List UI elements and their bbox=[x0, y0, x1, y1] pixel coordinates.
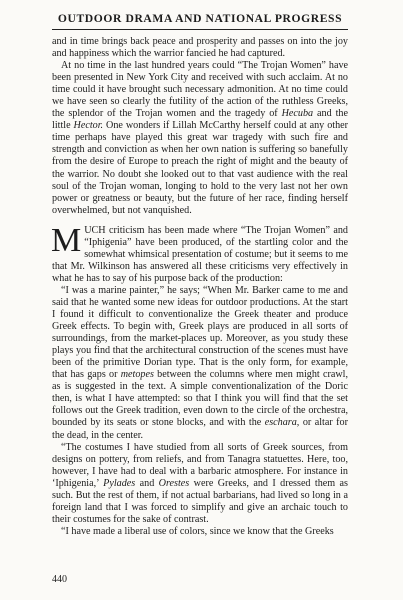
italic-pylades: Pylades bbox=[103, 477, 136, 489]
paragraph-5-text-c: were Greeks, and I dressed them as such. But the rest of them, if not actual barbarians, had lived so long in a foreign land that I was forced to simplify and give an archaic touch to their costumes for the sake of contrast. bbox=[52, 477, 348, 525]
paragraph-1-text: and in time brings back peace and prosperity and passes on into the joy and happiness which the warrior fancied he had captured. bbox=[52, 36, 348, 60]
italic-hector: Hector. bbox=[73, 120, 104, 132]
article-body bbox=[52, 36, 348, 538]
paragraph-4-text-b: between the columns where men might crawl, as is suggested in the text. A simple conventionalization of the Doric then, is what I have attempted: so that I think you will find that the set follows out the Greek tradition, even down to the circle of the orchestra, bounded by its seats or stone blocks, and with the bbox=[52, 369, 348, 429]
italic-orestes: Orestes bbox=[158, 477, 190, 489]
page-number: 440 bbox=[52, 574, 67, 585]
paragraph-5-text-b: and bbox=[135, 477, 159, 489]
paragraph-4-text-c: or altar for the dead, in the center. bbox=[52, 417, 348, 441]
running-header: OUTDOOR DRAMA AND NATIONAL PROGRESS bbox=[57, 12, 343, 25]
paragraph-5 bbox=[52, 442, 348, 526]
italic-hecuba: Hecuba bbox=[281, 108, 314, 120]
paragraph-6 bbox=[52, 526, 348, 538]
paragraph-6-text: “I have made a liberal use of colors, since we know that the Greeks bbox=[61, 525, 334, 537]
paragraph-2-text: At no time in the last hundred years could “The Trojan Women” have been presented in New York City and received with such acclaim. At no time could it have brought such necessary admonition. At no time could we have seen so clearly the futility of the action of the ruthless Greeks, the splendor of the Trojan women and the tragedy of bbox=[52, 60, 348, 120]
paragraph-5-text: “The costumes I have studied from all sorts of Greek sources, from designs on pottery, from reliefs, and from Tanagra statuettes. Here, too, however, I have had to deal with a barbaric atmosphere. For instance in ‘Iphigenia,’ bbox=[52, 441, 348, 489]
paragraph-3 bbox=[51, 221, 348, 285]
italic-metopes: metopes bbox=[120, 369, 154, 381]
header-rule bbox=[52, 29, 348, 30]
drop-cap: M bbox=[51, 221, 82, 259]
paragraph-4-text: “I was a marine painter,” he says; “When Mr. Barker came to me and said that he wanted some new ideas for outdoor productions. At the start I found it difficult to conventionalize the Greek theater and produce Greek effects. To begin with, Greek plays are produced in all sorts of surroundings, from the market-places up. Moreover, as you study these plays you find that the architectural construction of the scenes must have been of the primitive Dorian type. That is the only form, for example, that has gaps or bbox=[52, 284, 348, 381]
paragraph-2 bbox=[52, 60, 348, 217]
paragraph-4 bbox=[52, 285, 348, 442]
italic-eschara: eschara, bbox=[264, 417, 300, 429]
paragraph-3-text: UCH criticism has been made where “The Trojan Women” and “Iphigenia” have been produced, of the startling color and the somewhat whimsical presentation of costume; but it seems to me that Mr. Wilkinson has answered all these criticisms very effectively in what he has to say of his purpose back of the production: bbox=[52, 224, 348, 284]
paragraph-2-text-c: One wonders if Lillah McCarthy herself could at any other time perhaps have played this great war tragedy with such fire and strength and conviction as when her own nation is suffering so banefully from the desire of Europe to preach the right of might and the beauty of the warrior. No doubt she looked out to that vast audience with the real soul of the Trojan woman, longing to hold to the very last not her own power or greatness or beauty, but the future of her race, finding herself overwhelmed, but not vanquished. bbox=[52, 120, 349, 216]
paragraph-1 bbox=[52, 36, 348, 60]
paragraph-2-text-b: and the little bbox=[52, 108, 348, 132]
